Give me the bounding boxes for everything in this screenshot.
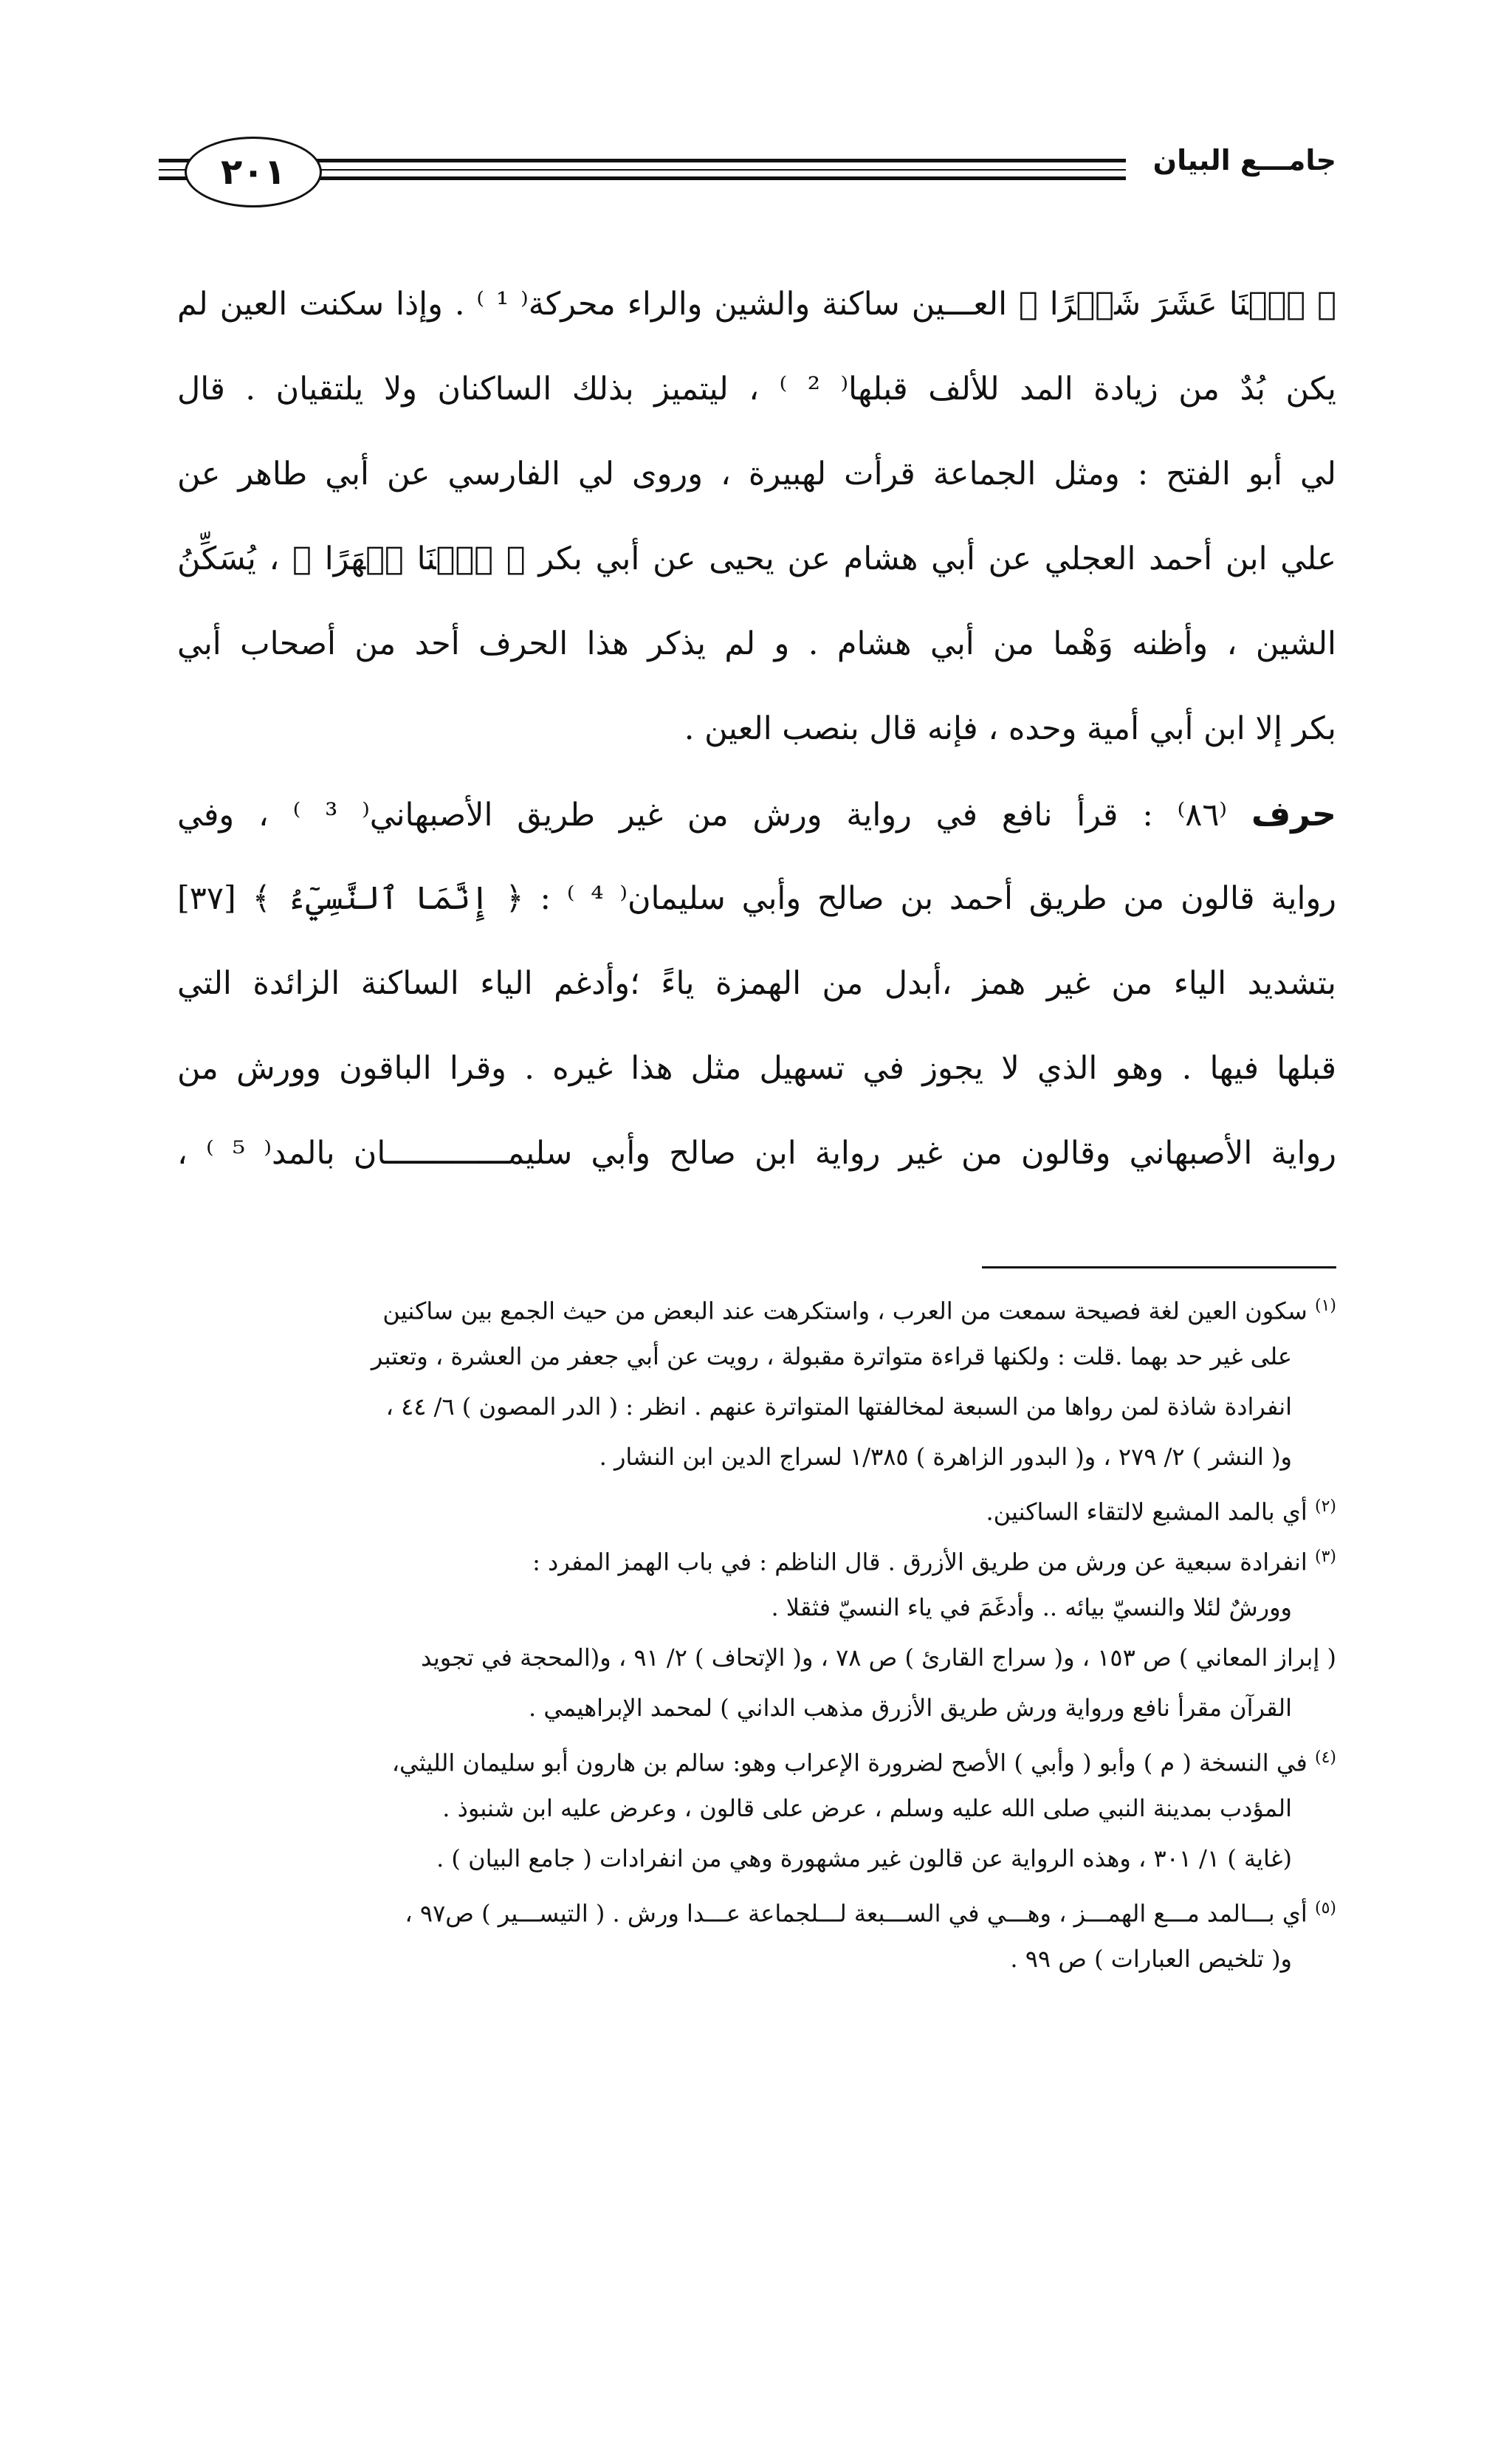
footnote-line: على غير حد بهما .قلت : ولكنها قراءة متواترة مقبولة ، رويت عن أبي جعفر من العشرة ، وتعتبر	[371, 1342, 1292, 1370]
harf-label: حرف	[1251, 794, 1337, 834]
text-line: رواية قالون من طريق أحمد بن صالح وأبي سليمان⁽ ⁴ ⁾ : ﴿ إِنَّمَا ٱلنَّسِيٓءُ ﴾ [٣٧]	[177, 880, 1336, 917]
text-line: ﴿ ٱثۡنَا عَشَرَ شَهۡرًا ﴾ العـــين ساكنة والشين والراء محركة⁽ ¹ ⁾ . وإذا سكنت العين لم	[177, 286, 1336, 323]
text-line: رواية الأصبهاني وقالون من غير رواية ابن صالح وأبي سليمـــــــــــــان بالمد⁽ ⁵ ⁾ ،	[177, 1135, 1336, 1172]
text-line: علي ابن أحمد العجلي عن أبي هشام عن يحيى عن أبي بكر ﴿ ٱثۡنَا شۡهَرًا ﴾ ، يُسَكِّنُ	[177, 540, 1336, 577]
footnote-line: انفرادة شاذة لمن رواها من السبعة لمخالفتها المتواترة عنهم . انظر : ( الدر المصون ) ٦/ ٤٤ ،	[385, 1393, 1292, 1421]
footnote-line: $^{(٥)}$ أي بـــالمد مـــع الهمـــز ، وهـــي في الســـبعة لـــلجماعة عـــدا ورش . ( التيســـير ) ص٩٧ ،	[405, 1899, 1336, 1928]
text-line: الشين ، وأظنه وَهْما من أبي هشام . و لم يذكر هذا الحرف أحد من أصحاب أبي	[177, 625, 1336, 662]
text-line: بكر إلا ابن أبي أمية وحده ، فإنه قال بنصب العين .	[684, 710, 1336, 747]
footnotes	[177, 1281, 1336, 1984]
text-line: بتشديد الياء من غير همز ،أبدل من الهمزة ياءً ؛وأدغم الياء الساكنة الزائدة التي	[177, 965, 1336, 1002]
footnote-line: المؤدب بمدينة النبي صلى الله عليه وسلم ، عرض على قالون ، وعرض عليه ابن شنبوذ .	[442, 1794, 1292, 1822]
footnote-line: $^{(٢)}$ أي بالمد المشبع لالتقاء الساكنين.	[986, 1497, 1336, 1526]
footnote-separator	[982, 1266, 1336, 1268]
page-header	[0, 129, 1512, 210]
text-line: قبلها فيها . وهو الذي لا يجوز في تسهيل مثل هذا غيره . وقرا الباقون وورش من	[177, 1050, 1336, 1087]
harf-number: ⁽٨٦⁾	[1177, 797, 1227, 834]
footnote-line: القرآن مقرأ نافع ورواية ورش طريق الأزرق مذهب الداني ) لمحمد الإبراهيمي .	[529, 1694, 1292, 1722]
main-text	[177, 262, 1336, 1196]
harf-line	[177, 772, 1336, 856]
footnote-line: و( النشر ) ٢/ ٢٧٩ ، و( البدور الزاهرة ) ١/٣٨٥ لسراج الدين ابن النشار .	[599, 1443, 1292, 1471]
text-line: لي أبو الفتح : ومثل الجماعة قرأت لهبيرة ، وروى لي الفارسي عن أبي طاهر عن	[177, 456, 1336, 492]
text-line: يكن بُدٌ من زيادة المد للألف قبلها⁽ ² ⁾ ، ليتميز بذلك الساكنان ولا يلتقيان . قال	[177, 371, 1336, 408]
footnote-line: $^{(٣)}$ انفرادة سبعية عن ورش من طريق الأزرق . قال الناظم : في باب الهمز المفرد :	[532, 1548, 1336, 1576]
footnote-line: ( إبراز المعاني ) ص ١٥٣ ، و( سراج القارئ ) ص ٧٨ ، و( الإتحاف ) ٢/ ٩١ ، و(المحجة في تجويد	[421, 1644, 1336, 1672]
page-number: ٢٠١	[221, 151, 286, 193]
footnote-line: وورشٌ لئلا والنسيّ بيائه .. وأدغَمَ في ياء النسيّ فثقلا .	[771, 1593, 1292, 1621]
footnote-line: (غاية ) ١/ ٣٠١ ، وهذه الرواية عن قالون غير مشهورة وهي من انفرادات ( جامع البيان ) .	[436, 1844, 1292, 1872]
footnote-line: و( تلخيص العبارات ) ص ٩٩ .	[1010, 1945, 1292, 1973]
page-number-badge	[185, 137, 322, 207]
footnote-line: $^{(١)}$ سكون العين لغة فصيحة سمعت من العرب ، واستكرهت عند البعض من حيث الجمع بين ساكنين	[382, 1297, 1336, 1325]
footnote-line: $^{(٤)}$ في النسخة ( م ) وأبو ( وأبي ) الأصح لضرورة الإعراب وهو: سالم بن هارون أبو سليمان الليثي،	[391, 1748, 1336, 1777]
book-title: جامـــع البيان	[1152, 144, 1336, 176]
harf-line-text: : قرأ نافع في رواية ورش من غير طريق الأصبهاني⁽ ³ ⁾ ، وفي	[177, 797, 1153, 834]
